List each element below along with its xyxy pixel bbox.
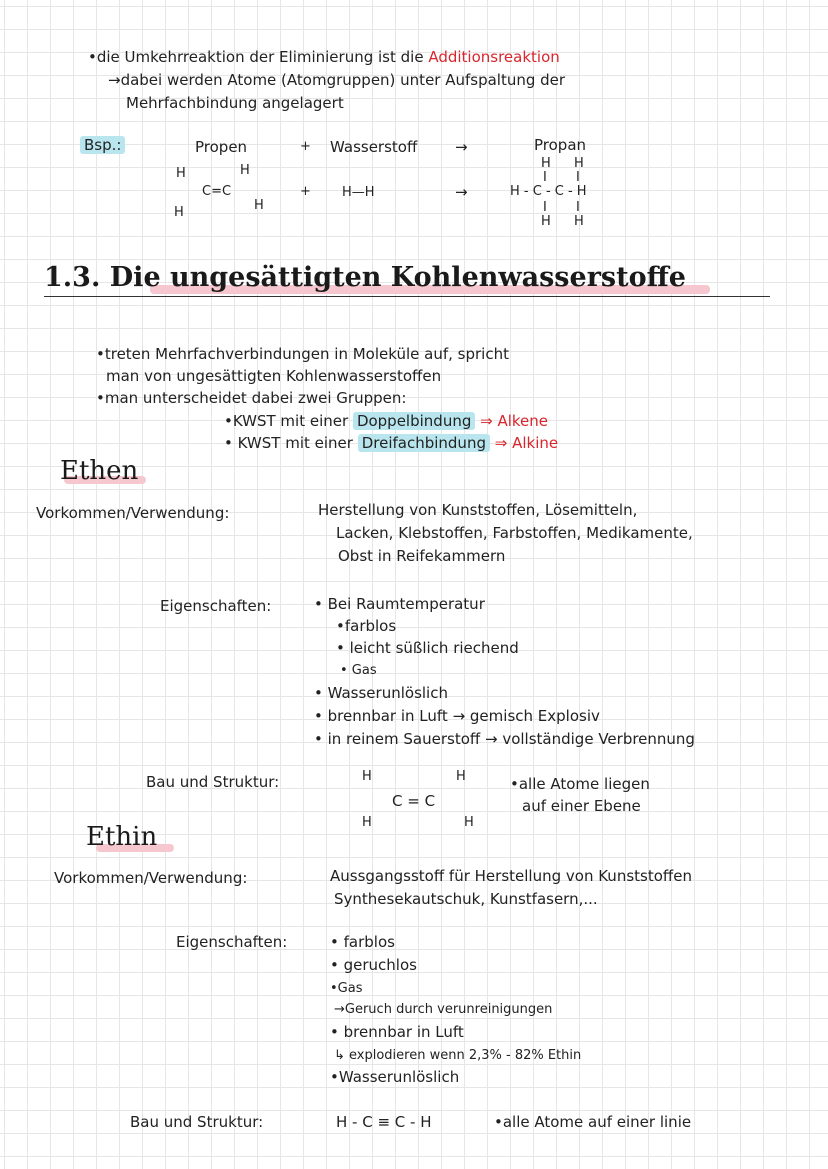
ethen-formula: C = C xyxy=(392,792,436,810)
ethen-prop-6: • brennbar in Luft → gemisch Explosiv xyxy=(314,707,600,725)
ethen-h-3: H xyxy=(362,815,372,830)
propen-h-4: H xyxy=(174,205,184,220)
group-alkene: •KWST mit einer Doppelbindung ⇒ Alkene xyxy=(224,412,549,430)
propan-h-bottom-2: H xyxy=(574,214,584,229)
ethin-use-label: Vorkommen/Verwendung: xyxy=(54,869,248,887)
ethin-use-1: Aussgangsstoff für Herstellung von Kunststoffen xyxy=(330,867,692,885)
unsat-line-2: man von ungesättigten Kohlenwasserstoffen xyxy=(106,367,442,385)
propan-label: Propan xyxy=(534,136,587,154)
double-bond-term: Doppelbindung xyxy=(353,412,475,430)
propan-bond-top-2: I xyxy=(576,170,580,185)
intro-line-2: →dabei werden Atome (Atomgruppen) unter Aufspaltung der xyxy=(108,71,566,89)
ethen-prop-4: • Gas xyxy=(340,663,377,678)
ethen-prop-1: • Bei Raumtemperatur xyxy=(314,595,485,613)
ethen-prop-7: • in reinem Sauerstoff → vollständige Verbrennung xyxy=(314,730,695,748)
alkine-term: ⇒ Alkine xyxy=(489,434,559,452)
ethen-prop-2: •farblos xyxy=(336,617,397,635)
alkene-term: ⇒ Alkene xyxy=(475,412,549,430)
ethen-use-3: Obst in Reifekammern xyxy=(338,547,506,565)
ethin-prop-6: ↳ explodieren wenn 2,3% - 82% Ethin xyxy=(334,1048,582,1063)
ethin-prop-7: •Wasserunlöslich xyxy=(330,1068,460,1086)
ethen-prop-5: • Wasserunlöslich xyxy=(314,684,448,702)
group-alkine: • KWST mit einer Dreifachbindung ⇒ Alkine xyxy=(224,434,559,452)
propan-bond-top-1: I xyxy=(543,170,547,185)
propan-h-top-2: H xyxy=(574,156,584,171)
unsat-line-3: •man unterscheidet dabei zwei Gruppen: xyxy=(96,389,407,407)
ethin-use-2: Synthesekautschuk, Kunstfasern,... xyxy=(334,890,598,908)
section-heading: 1.3. Die ungesättigten Kohlenwasserstoffe xyxy=(44,262,686,293)
intro-line-1: •die Umkehrreaktion der Eliminierung ist die Additionsreaktion xyxy=(88,48,560,66)
unsat-line-1: •treten Mehrfachverbindungen in Moleküle auf, spricht xyxy=(96,345,509,363)
ethin-prop-3: •Gas xyxy=(330,981,363,996)
plus-sign: + xyxy=(300,139,311,154)
ethen-struct-label: Bau und Struktur: xyxy=(146,773,280,791)
propan-h-top-1: H xyxy=(541,156,551,171)
propen-label: Propen xyxy=(195,138,248,156)
ethen-struct-note-1: •alle Atome liegen xyxy=(510,775,650,793)
ethen-title: Ethen xyxy=(60,456,139,486)
ethen-h-1: H xyxy=(362,769,372,784)
ethen-prop-3: • leicht süßlich riechend xyxy=(336,639,519,657)
ethin-prop-2: • geruchlos xyxy=(330,956,417,974)
ethin-formula: H - C ≡ C - H xyxy=(336,1113,432,1131)
example-label: Bsp.: xyxy=(80,136,125,154)
reaction-arrow: → xyxy=(455,138,468,156)
ethin-prop-4: →Geruch durch verunreinigungen xyxy=(334,1002,553,1017)
propan-h-bottom-1: H xyxy=(541,214,551,229)
propan-chain: H - C - C - H xyxy=(510,184,587,199)
ethin-struct-label: Bau und Struktur: xyxy=(130,1113,264,1131)
ethen-use-label: Vorkommen/Verwendung: xyxy=(36,504,230,522)
wasserstoff-label: Wasserstoff xyxy=(330,138,418,156)
triple-bond-term: Dreifachbindung xyxy=(358,434,490,452)
propan-bond-bottom-1: I xyxy=(543,200,547,215)
propan-bond-bottom-2: I xyxy=(576,200,580,215)
heading-underline xyxy=(44,296,770,297)
ethen-h-2: H xyxy=(456,769,466,784)
ethin-prop-1: • farblos xyxy=(330,933,395,951)
plus-sign-2: + xyxy=(300,184,311,199)
ethen-struct-note-2: auf einer Ebene xyxy=(522,797,641,815)
hydrogen-molecule: H—H xyxy=(342,185,375,200)
ethen-use-2: Lacken, Klebstoffen, Farbstoffen, Medikamente, xyxy=(336,524,693,542)
ethin-props-label: Eigenschaften: xyxy=(176,933,288,951)
ethin-prop-5: • brennbar in Luft xyxy=(330,1023,464,1041)
propen-double-bond: C=C xyxy=(202,184,232,199)
propen-h-1: H xyxy=(176,166,186,181)
reaction-arrow-2: → xyxy=(455,183,468,201)
ethen-props-label: Eigenschaften: xyxy=(160,597,272,615)
ethin-struct-note: •alle Atome auf einer linie xyxy=(494,1113,692,1131)
ethin-title: Ethin xyxy=(86,822,158,852)
addition-reaction-term: Additionsreaktion xyxy=(428,48,560,66)
intro-line-3: Mehrfachbindung angelagert xyxy=(126,94,344,112)
ethen-use-1: Herstellung von Kunststoffen, Lösemitteln, xyxy=(318,501,638,519)
ethen-h-4: H xyxy=(464,815,474,830)
propen-h-2: H xyxy=(240,163,250,178)
propen-h-3: H xyxy=(254,198,264,213)
